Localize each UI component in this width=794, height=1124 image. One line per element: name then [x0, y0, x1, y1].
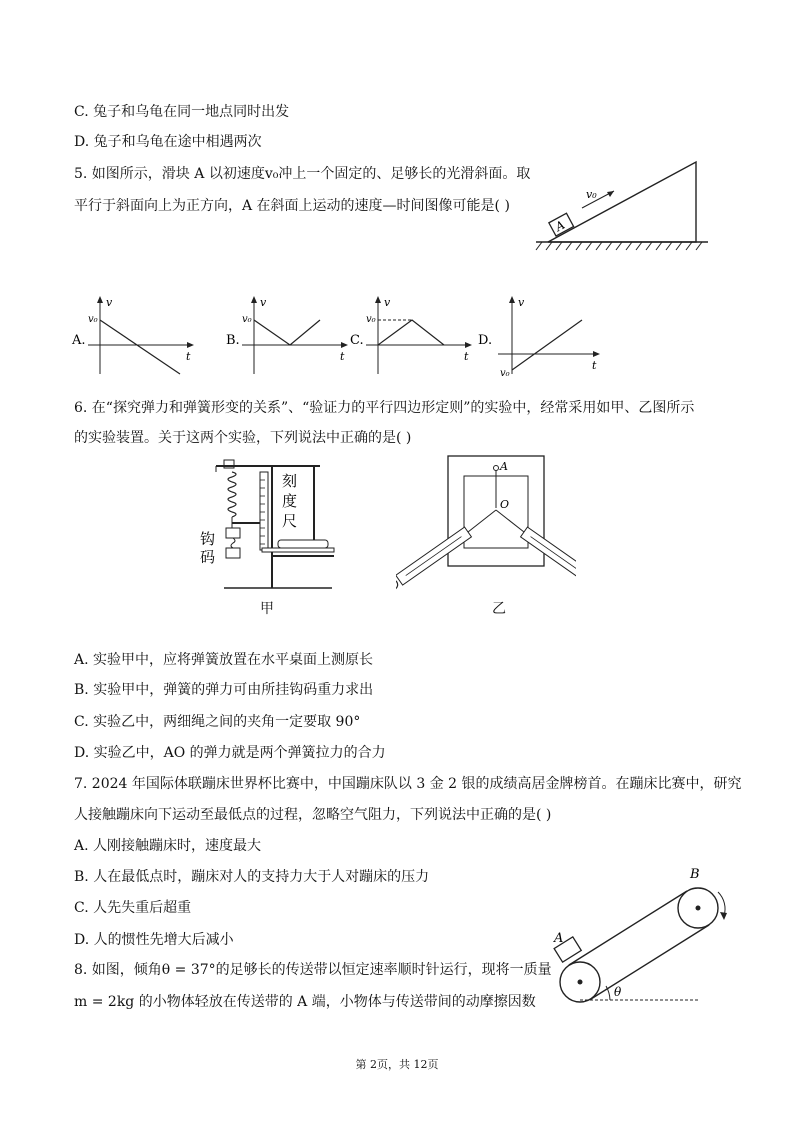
- svg-text:A.: A.: [72, 333, 86, 348]
- q7-option-b: B. 人在最低点时，蹦床对人的支持力大于人对蹦床的压力: [74, 869, 430, 885]
- svg-text:码: 码: [200, 548, 216, 566]
- incline-figure: [528, 156, 718, 254]
- svg-text:v: v: [260, 296, 267, 309]
- svg-text:O: O: [500, 498, 510, 511]
- q7-option-a: A. 人刚接触蹦床时，速度最大: [74, 838, 262, 854]
- svg-text:A: A: [500, 460, 508, 473]
- q4-option-d: D. 兔子和乌龟在途中相遇两次: [74, 134, 262, 150]
- svg-text:t: t: [464, 350, 469, 363]
- svg-text:B: B: [690, 867, 700, 882]
- q8-stem-line2: m = 2kg 的小物体轻放在传送带的 A 端，小物体与传送带间的动摩擦因数: [74, 994, 536, 1010]
- svg-text:钩: 钩: [200, 530, 216, 548]
- svg-text:t: t: [340, 350, 345, 363]
- svg-text:θ: θ: [614, 985, 622, 999]
- svg-text:B.: B.: [226, 333, 240, 348]
- q5-stem-line2: 平行于斜面向上为正方向，A 在斜面上运动的速度—时间图像可能是( ): [74, 198, 510, 214]
- svg-text:v₀: v₀: [500, 368, 510, 378]
- graph-a: [70, 294, 200, 378]
- svg-text:刻: 刻: [282, 472, 298, 490]
- q6-option-d: D. 实验乙中，AO 的弹力就是两个弹簧拉力的合力: [74, 745, 386, 761]
- svg-text:v: v: [518, 296, 525, 309]
- figure-jia-spring-apparatus: [196, 452, 336, 592]
- figure-yi-parallelogram-board: [396, 452, 576, 602]
- page-footer: 第 2页，共 12页: [355, 1058, 439, 1071]
- caption-jia: 甲: [260, 601, 274, 617]
- q6-option-b: B. 实验甲中，弹簧的弹力可由所挂钩码重力求出: [74, 682, 374, 698]
- svg-text:v₀: v₀: [366, 314, 376, 325]
- q4-option-c: C. 兔子和乌龟在同一地点同时出发: [74, 104, 290, 120]
- graph-d: [476, 294, 606, 378]
- q7-option-d: D. 人的惯性先增大后减小: [74, 932, 234, 948]
- caption-yi: 乙: [492, 601, 506, 617]
- q6-option-a: A. 实验甲中，应将弹簧放置在水平桌面上测原长: [74, 652, 374, 668]
- graph-b: [224, 294, 354, 378]
- v0-label: v₀: [586, 188, 597, 201]
- svg-text:v: v: [106, 296, 113, 309]
- q5-stem-line1: 5. 如图所示，滑块 A 以初速度v₀冲上一个固定的、足够长的光滑斜面。取: [74, 166, 531, 182]
- q7-stem-line1: 7. 2024 年国际体联蹦床世界杯比赛中，中国蹦床队以 3 金 2 银的成绩高居金牌榜首。在蹦床比赛中，研究: [74, 776, 742, 792]
- svg-text:t: t: [186, 350, 191, 363]
- q8-stem-line1: 8. 如图，倾角θ = 37°的足够长的传送带以恒定速率顺时针运行，现将一质量: [74, 962, 552, 978]
- svg-text:t: t: [592, 359, 597, 372]
- q7-option-c: C. 人先失重后超重: [74, 900, 192, 916]
- svg-text:C.: C.: [350, 333, 364, 348]
- q7-stem-line2: 人接触蹦床向下运动至最低点的过程，忽略空气阻力，下列说法中正确的是( ): [74, 807, 552, 823]
- q6-stem-line2: 的实验装置。关于这两个实验，下列说法中正确的是( ): [74, 430, 412, 446]
- svg-text:v₀: v₀: [88, 314, 98, 325]
- block-a-label: A: [552, 217, 568, 235]
- q6-stem-line1: 6. 在“探究弹力和弹簧形变的关系”、“验证力的平行四边形定则”的实验中，经常采用如甲、乙图所示: [74, 400, 695, 416]
- conveyor-belt-figure: [544, 862, 734, 1012]
- svg-text:尺: 尺: [282, 512, 298, 530]
- svg-text:v: v: [384, 296, 391, 309]
- svg-text:度: 度: [282, 492, 298, 510]
- q6-option-c: C. 实验乙中，两细绳之间的夹角一定要取 90°: [74, 714, 361, 730]
- svg-text:v₀: v₀: [242, 314, 252, 325]
- graph-c: [348, 294, 478, 378]
- svg-text:A: A: [554, 931, 564, 946]
- svg-text:D.: D.: [478, 333, 493, 348]
